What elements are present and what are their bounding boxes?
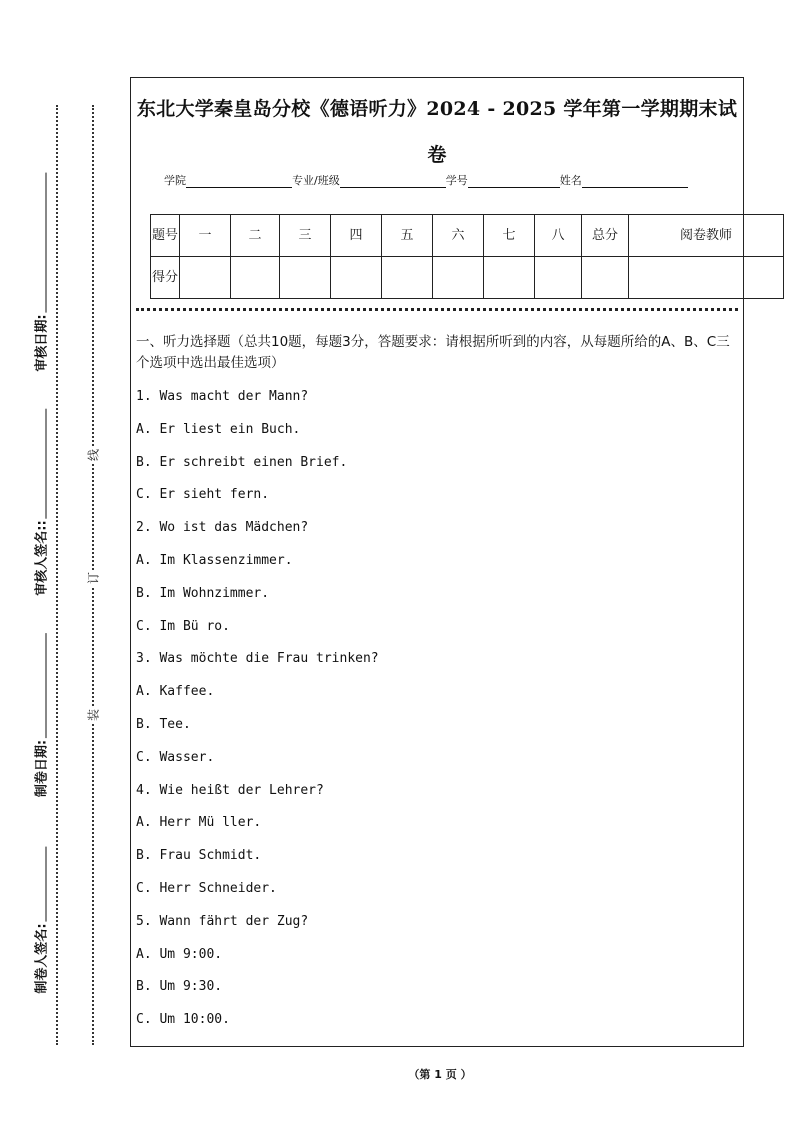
score-cell[interactable] [382,257,433,299]
maker-sign-blank[interactable] [34,846,47,921]
answer-option[interactable]: B. Frau Schmidt. [136,848,262,864]
page-number: （第 1 页 ） [408,1068,472,1081]
score-table-grader-label: 阅卷教师 [629,215,784,257]
maker-date-field [31,633,50,797]
score-column-header: 一 [180,215,231,257]
binding-char-zhuang: 装 [86,708,101,722]
answer-option[interactable]: A. Um 9:00. [136,946,223,962]
answer-option[interactable]: B. Um 9:30. [136,979,223,995]
major-label: 专业/班级 [292,174,340,187]
answer-option[interactable]: B. Er schreibt einen Brief. [136,454,348,470]
score-cell[interactable] [484,257,535,299]
binding-char-ding: 订 [86,571,101,585]
score-column-header: 五 [382,215,433,257]
student-name-field[interactable] [582,175,688,188]
answer-option[interactable]: C. Herr Schneider. [136,880,277,896]
score-column-header: 六 [433,215,484,257]
score-column-header: 七 [484,215,535,257]
question-item: 2. Wo ist das Mädchen? [136,520,309,536]
question-item: 5. Wann fährt der Zug? [136,913,309,929]
answer-option[interactable]: C. Er sieht fern. [136,487,270,503]
answer-option[interactable]: B. Tee. [136,716,191,732]
answer-option[interactable]: A. Er liest ein Buch. [136,421,301,437]
question-item: 1. Was macht der Mann? [136,389,309,404]
answer-option[interactable]: B. Im Wohnzimmer. [136,585,270,601]
exam-title: 东北大学秦皇岛分校《德语听力》2024 - 2025 学年第一学期期末试卷 [136,98,738,166]
score-cell[interactable] [331,257,382,299]
score-column-header: 三 [280,215,331,257]
score-column-header: 二 [231,215,280,257]
score-table-header-label: 题号 [151,215,180,257]
reviewer-sign-label: 审核人签名:: [34,520,50,596]
score-column-header-total: 总分 [582,215,629,257]
score-cell[interactable] [280,257,331,299]
reviewer-sign-blank[interactable] [34,408,47,518]
answer-option[interactable]: A. Im Klassenzimmer. [136,552,293,568]
student-id-label: 学号 [445,174,468,187]
student-info-row [164,172,724,188]
score-table [150,214,784,299]
review-date-label: 审核日期: [34,314,50,372]
review-date-blank[interactable] [34,172,47,312]
maker-date-label: 制卷日期: [34,739,50,798]
review-date-field [31,172,50,371]
answer-option[interactable]: A. Herr Mü ller. [136,815,262,831]
reviewer-sign-field [31,408,50,595]
section-heading: 一、听力选择题（总共10题，每题3分，答题要求：请根据所听到的内容，从每题所给的A、B、C三个选项中选出最佳选项） [136,334,730,371]
score-column-header: 八 [535,215,582,257]
question-item: 4. Wie heißt der Lehrer? [136,782,324,798]
answer-option[interactable]: C. Wasser. [136,749,215,765]
maker-sign-field [31,846,50,993]
score-cell-total[interactable] [582,257,629,299]
maker-sign-label: 制卷人签名: [34,923,50,994]
score-table-score-row [151,257,784,299]
score-cell-grader[interactable] [629,257,784,299]
answer-option[interactable]: C. Um 10:00. [136,1012,230,1028]
name-label: 姓名 [559,174,582,187]
score-cell[interactable] [433,257,484,299]
college-label: 学院 [164,174,186,187]
student-id-field[interactable] [468,175,560,188]
score-column-header: 四 [331,215,382,257]
score-table-header-row [151,215,784,257]
answer-option[interactable]: A. Kaffee. [136,684,215,700]
question-item: 3. Was möchte die Frau trinken? [136,651,379,667]
binding-dotted-line-outer [56,105,58,1045]
maker-date-blank[interactable] [34,633,47,738]
dotted-separator [136,308,738,311]
answer-option[interactable]: C. Im Bü ro. [136,618,230,634]
score-cell[interactable] [535,257,582,299]
score-cell[interactable] [180,257,231,299]
score-cell[interactable] [231,257,280,299]
major-class-field[interactable] [340,175,446,188]
binding-char-xian: 线 [86,448,101,462]
question-list [136,385,736,1041]
college-field[interactable] [186,175,292,188]
score-table-score-label: 得分 [151,257,180,299]
